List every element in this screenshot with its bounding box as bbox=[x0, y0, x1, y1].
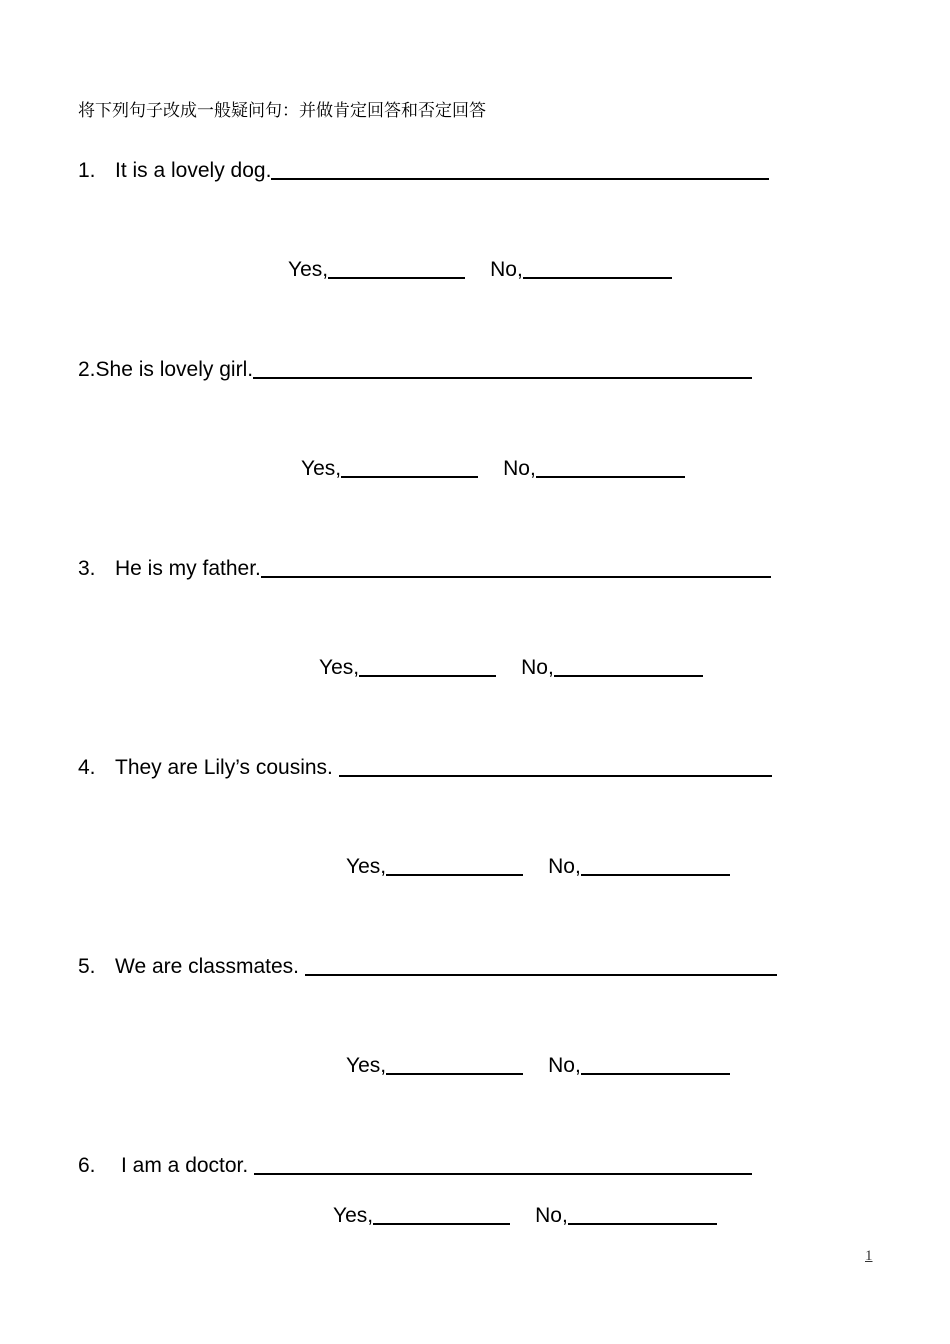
question-5 bbox=[78, 953, 777, 979]
no-label: No, bbox=[503, 457, 536, 480]
answer-line[interactable] bbox=[254, 1155, 752, 1175]
question-number: 5. bbox=[78, 955, 96, 978]
answer-row-6 bbox=[333, 1202, 717, 1228]
question-3 bbox=[78, 555, 771, 581]
yes-label: Yes, bbox=[346, 855, 387, 878]
page-number: 1 bbox=[865, 1248, 873, 1264]
question-text: I am a doctor. bbox=[121, 1154, 255, 1177]
question-1 bbox=[78, 157, 769, 183]
answer-row-3 bbox=[319, 654, 703, 680]
yes-label: Yes, bbox=[333, 1204, 374, 1227]
yes-blank[interactable] bbox=[386, 1055, 523, 1075]
question-number: 4. bbox=[78, 756, 96, 779]
no-label: No, bbox=[535, 1204, 568, 1227]
question-2 bbox=[78, 356, 752, 382]
question-number: 2. bbox=[78, 358, 96, 381]
yes-label: Yes, bbox=[319, 656, 360, 679]
no-label: No, bbox=[490, 258, 523, 281]
question-6 bbox=[78, 1152, 752, 1178]
yes-blank[interactable] bbox=[386, 856, 523, 876]
yes-label: Yes, bbox=[346, 1054, 387, 1077]
question-text: It is a lovely dog. bbox=[115, 159, 272, 182]
answer-row-1 bbox=[288, 256, 672, 282]
answer-line[interactable] bbox=[339, 757, 772, 777]
answer-line[interactable] bbox=[253, 359, 752, 379]
no-blank[interactable] bbox=[581, 1055, 730, 1075]
answer-line[interactable] bbox=[271, 160, 769, 180]
yes-blank[interactable] bbox=[373, 1205, 510, 1225]
no-blank[interactable] bbox=[581, 856, 730, 876]
question-number: 6. bbox=[78, 1154, 96, 1177]
answer-row-4 bbox=[346, 853, 730, 879]
no-blank[interactable] bbox=[523, 259, 672, 279]
no-label: No, bbox=[548, 855, 581, 878]
no-blank[interactable] bbox=[554, 657, 703, 677]
question-number: 3. bbox=[78, 557, 96, 580]
question-number: 1. bbox=[78, 159, 96, 182]
yes-blank[interactable] bbox=[359, 657, 496, 677]
question-text: He is my father. bbox=[115, 557, 261, 580]
question-4 bbox=[78, 754, 772, 780]
no-blank[interactable] bbox=[536, 458, 685, 478]
instruction-heading: 将下列句子改成一般疑问句：并做肯定回答和否定回答 bbox=[78, 101, 486, 121]
no-label: No, bbox=[548, 1054, 581, 1077]
answer-row-2 bbox=[301, 455, 685, 481]
yes-blank[interactable] bbox=[341, 458, 478, 478]
answer-row-5 bbox=[346, 1052, 730, 1078]
question-text: She is lovely girl. bbox=[95, 358, 254, 381]
yes-label: Yes, bbox=[301, 457, 342, 480]
no-blank[interactable] bbox=[568, 1205, 717, 1225]
question-text: They are Lily’s cousins. bbox=[115, 756, 339, 779]
yes-label: Yes, bbox=[288, 258, 329, 281]
answer-line[interactable] bbox=[261, 558, 771, 578]
no-label: No, bbox=[521, 656, 554, 679]
question-text: We are classmates. bbox=[115, 955, 305, 978]
yes-blank[interactable] bbox=[328, 259, 465, 279]
answer-line[interactable] bbox=[305, 956, 777, 976]
